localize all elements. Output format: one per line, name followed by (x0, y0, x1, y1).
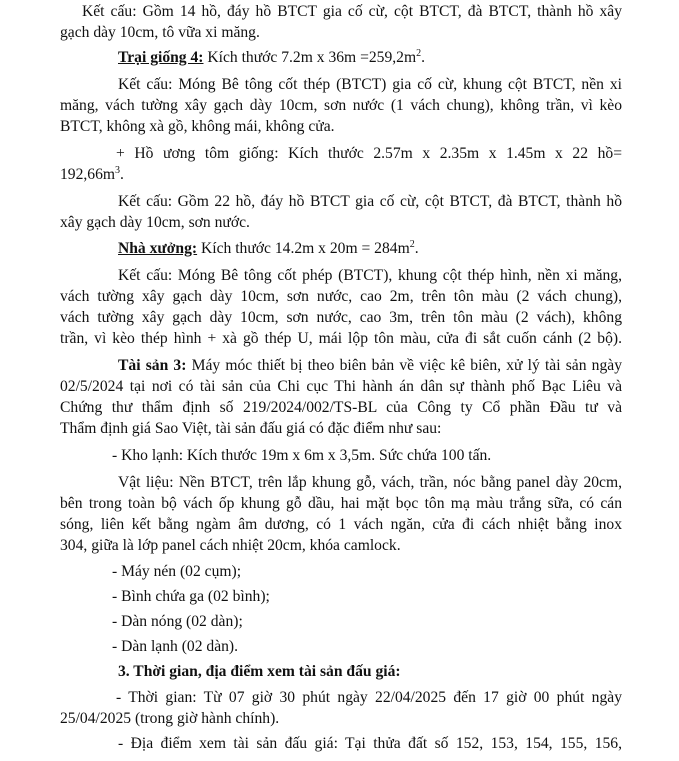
text-segment: măng, vách tường xây gạch dày 10cm, sơn nước (1 vách chung), không trần, vì kèo (60, 97, 622, 114)
superscript: 3 (115, 164, 121, 176)
heading-label: 3. Thời gian, địa điểm xem tài sản đấu giá: (118, 663, 401, 680)
heading-label: Trại giống 4: (118, 49, 204, 66)
text-line (60, 494, 622, 514)
text-segment: - Dàn nóng (02 dàn); (112, 613, 243, 630)
text-line (60, 165, 124, 185)
text-line (60, 287, 622, 307)
list-item (112, 612, 243, 632)
text-segment: xây gạch dày 10cm, sơn nước. (60, 214, 250, 231)
text-segment: Vật liệu: Nền BTCT, trên lắp khung gỗ, vách, trần, nóc bằng panel dày 20cm, (118, 474, 622, 491)
text-segment: - Kho lạnh: Kích thước 19m x 6m x 3,5m. Sức chứa 100 tấn. (112, 447, 492, 464)
text-segment: 192,66m (60, 166, 116, 183)
text-segment: bên trong toàn bộ vách ốp khung gỗ dầu, hai mặt bọc tôn mạ màu trắng sữa, có cán (60, 495, 622, 512)
superscript: 2 (416, 47, 422, 59)
text-line (60, 515, 622, 535)
text-line (60, 23, 260, 43)
text-segment: 304, giữa là lớp panel cách nhiệt 20cm, khóa camlock. (60, 537, 401, 554)
list-item (112, 637, 238, 657)
text-line (60, 96, 622, 116)
text-line (60, 709, 279, 729)
text-segment: vách tường xây gạch dày 10cm, sơn nước, cao 2m, trên tôn màu (2 vách chung), (60, 288, 622, 305)
text-line (60, 398, 622, 418)
text-line (118, 75, 622, 95)
text-line (60, 308, 622, 328)
section-heading (118, 356, 622, 376)
text-segment: vách tường xây gạch dày 10cm, sơn nước, cao 3m, trên tôn màu (2 vách), không (60, 309, 622, 326)
section-heading (118, 48, 425, 68)
text-line (60, 536, 401, 556)
text-segment: Kết cấu: Móng Bê tông cốt phép (BTCT), khung cột thép hình, nền xi măng, (118, 267, 622, 284)
text-segment: Máy móc thiết bị theo biên bản về việc kê biên, xử lý tài sản ngày (186, 357, 622, 374)
text-line (60, 419, 441, 439)
text-segment: - Máy nén (02 cụm); (112, 563, 242, 580)
text-line (118, 266, 622, 286)
text-segment: . (421, 49, 425, 66)
text-line (60, 117, 335, 137)
text-segment: . (414, 240, 419, 257)
text-segment: gạch dày 10cm, tô vữa xi măng. (60, 24, 260, 41)
text-line (118, 734, 622, 754)
text-segment: . (120, 166, 124, 183)
list-item (112, 562, 241, 582)
text-segment: 25/04/2025 (trong giờ hành chính). (60, 710, 280, 727)
text-segment: Kết cấu: Gồm 22 hồ, đáy hồ BTCT gia cố cừ, cột BTCT, đà BTCT, thành hồ (118, 193, 622, 210)
text-line (118, 192, 622, 212)
text-segment: - Địa điểm xem tài sản đấu giá: Tại thửa đất số 152, 153, 154, 155, 156, (118, 735, 622, 752)
text-line (60, 377, 622, 397)
text-segment: - Bình chứa ga (02 bình); (112, 588, 270, 605)
heading-label: Tài sản 3: (118, 357, 187, 374)
text-segment: Kết cấu: Móng Bê tông cốt thép (BTCT) gia cố cừ, khung cột BTCT, nền xi (118, 76, 622, 93)
text-segment: - Dàn lạnh (02 dàn). (112, 638, 239, 655)
text-line (60, 213, 250, 233)
text-segment: Thẩm định giá Sao Việt, tài sản đấu giá có đặc điểm như sau: (60, 420, 442, 437)
text-line (112, 446, 491, 466)
text-segment: - Thời gian: Từ 07 giờ 30 phút ngày 22/04/2025 đến 17 giờ 00 phút ngày (116, 689, 622, 706)
text-line (116, 144, 622, 164)
text-line (118, 473, 622, 493)
superscript: 2 (409, 238, 415, 250)
text-segment: + Hồ ương tôm giống: Kích thước 2.57m x 2.35m x 1.45m x 22 hồ= (116, 145, 622, 162)
section-heading (118, 662, 401, 682)
text-segment: Kích thước 7.2m x 36m =259,2m (203, 49, 417, 66)
text-segment: Chứng thư thẩm định số 219/2024/002/TS-BL của Công ty Cổ phần Đầu tư và (60, 399, 622, 416)
list-item (112, 587, 270, 607)
text-line (82, 2, 622, 22)
text-segment: trần, vì kèo thép hình + xà gồ thép U, mái lộp tôn màu, cửa đi sắt cuốn cánh (2 bộ). (60, 330, 622, 347)
text-segment: Kích thước 14.2m x 20m = 284m (197, 240, 410, 257)
section-heading (118, 239, 419, 259)
text-segment: Kết cấu: Gồm 14 hồ, đáy hồ BTCT gia cố cừ, cột BTCT, đà BTCT, thành hồ xây (82, 3, 622, 20)
heading-label: Nhà xưởng: (118, 240, 198, 257)
text-line (60, 329, 622, 349)
text-segment: BTCT, không xà gồ, không mái, không cửa. (60, 118, 335, 135)
text-line (116, 688, 622, 708)
text-segment: sóng, liên kết bằng ngàm âm dương, có 1 vách ngăn, cửa đi cách nhiệt bằng inox (60, 516, 622, 533)
text-segment: 02/5/2024 tại nơi có tài sản của Chi cục Thi hành án dân sự thành phố Bạc Liêu và (60, 378, 622, 395)
